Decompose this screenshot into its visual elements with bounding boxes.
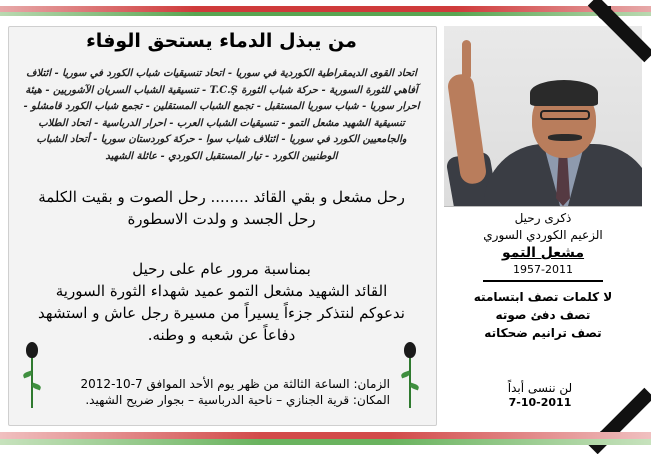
time-place [60,376,390,408]
organizations-line: تنسيقية الشهيد مشعل التمو - تنسيقيات الشباب العرب - احرار الدرباسية - اتحاد الطلاب [38,117,405,129]
organizations-line: والجامعيين الكورد في سوريا - ائتلاف شباب سوا - حركة كوردستان سوريا - أتحاد الشباب [36,134,407,146]
organizations-line: الوطنيين الكورد - تيار المستقبل الكوردي - عائلة الشهيد [105,150,338,162]
memorial-caption [444,210,642,342]
tribute-text [20,186,423,230]
organizations-line: اتحاد القوى الديمقراطية الكوردية في سوريا - اتحاد تنسيقيات شباب الكورد في سوريا - ائتلاف [26,68,417,79]
occasion-text [20,258,423,346]
divider [483,280,603,282]
organizations-line: آفاهي للثورة السورية - حركة شباب الثورة T.C.Ş - تنسيقية الشباب السريان الآشوريين - هيئة [25,84,418,96]
occasion-line: القائد الشهيد مشعل التمو عميد شهداء الثورة السورية [55,282,388,300]
tribute-line: رحل مشعل و بقي القائد ........ رحل الصوت و بقيت الكلمة [38,188,405,206]
flag-stripe-green-bottom [0,439,651,445]
tribute-line: رحل الجسد و ولدت الاسطورة [127,210,316,228]
event-time: الزمان: الساعة الثالثة من ظهر يوم الأحد الموافق 7-10-2012 [80,377,390,391]
organizations-list [20,66,423,166]
occasion-line: ندعوكم لنتذكر جزءاً يسيراً من مسيرة رجل عاش و استشهد [38,304,405,322]
black-rose-icon [400,340,420,410]
organizations-line: احرار سوريا - شباب سوريا المستقبل - تجمع الشباب المستقلين - تجمع شباب الكورد قامشلو - [23,101,420,113]
memorial-quote: تصف دفئ صوته [495,308,591,322]
flag-stripe-red-bottom [0,432,651,439]
memorial-quote: تصف ترانيم ضحكاته [484,326,602,340]
occasion-line: دفاعاً عن شعبه و وطنه. [147,326,296,344]
memorial-years: 1957-2011 [513,263,573,276]
headline: من يبذل الدماء يستحق الوفاء [86,30,357,52]
never-forget-text: لن ننسى أبداً [507,381,573,395]
never-forget [470,380,610,410]
memorial-line: ذكرى رحيل [514,211,572,225]
memorial-title: الزعيم الكوردي السوري [483,228,603,242]
never-forget-date: 7-10-2011 [508,396,572,409]
flag-stripe-green-top [0,12,651,16]
memorial-name: مشعل التمو [501,245,585,261]
mourning-ribbon-icon [593,0,651,58]
black-rose-icon [22,340,42,410]
event-place: المكان: قرية الجنازي – ناحية الدرباسية – بجوار ضريح الشهيد. [85,393,390,407]
occasion-line: بمناسبة مرور عام على رحيل [132,260,311,278]
memorial-quote: لا كلمات تصف ابتسامته [473,290,613,304]
